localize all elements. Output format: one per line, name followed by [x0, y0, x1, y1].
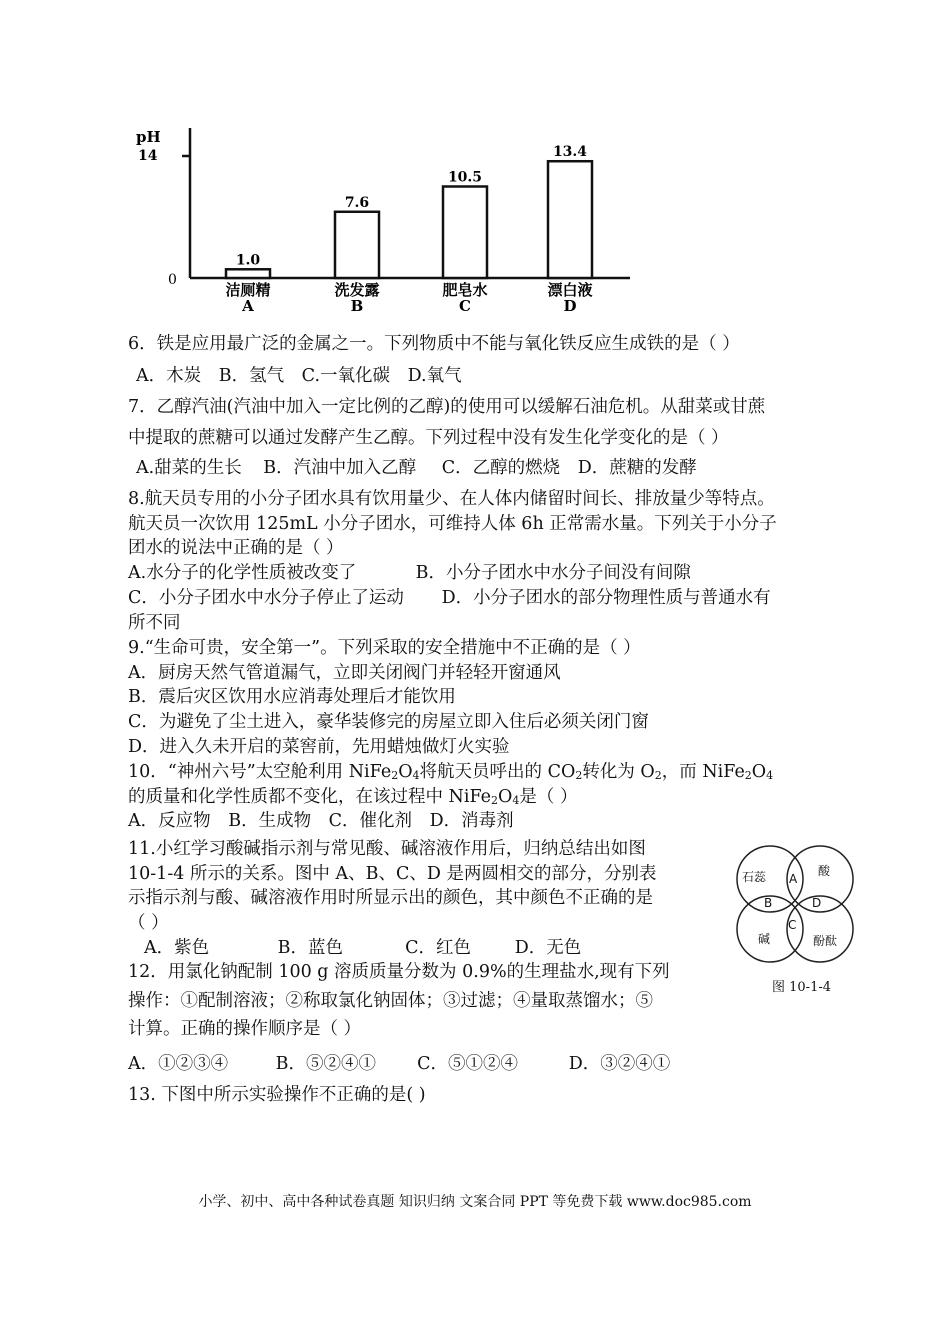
bar-a [226, 269, 270, 278]
category-label-d: 漂白液 [547, 281, 593, 299]
q6-option-c: C.一氧化碳 [301, 366, 391, 386]
q7-option-c: C．乙醇的燃烧 [441, 458, 561, 478]
bar-b [335, 212, 379, 278]
question-10 [128, 760, 840, 834]
bar-value-label-d: 13.4 [552, 144, 588, 161]
q12-line-1: 12．用氯化钠配制 100 g 溶质质量分数为 0.9%的生理盐水,现有下列 [128, 962, 670, 982]
venn-region-a: A [789, 872, 798, 886]
q10-option-a: A．反应物 [128, 811, 211, 832]
category-letter-c: C [459, 297, 471, 313]
q12-option-a: A．①②③④ [128, 1054, 229, 1074]
q7-option-d: D．蔗糖的发酵 [577, 458, 697, 478]
q12-option-c: C．⑤①②④ [417, 1054, 519, 1074]
q10-line-1: 10．“神州六号”太空舱利用 $NiFe_2O_4$将航天员呼出的 $CO_2$转化为 $O_2$，而 $NiFe_2O_4$ [128, 762, 774, 782]
q9-option-c: C．为避免了尘土进入，豪华装修完的房屋立即入住后必须关闭门窗 [128, 712, 649, 733]
venn-diagram [728, 843, 858, 971]
q9-option-b: B．震后灾区饮用水应消毒处理后才能饮用 [128, 687, 456, 708]
question-11 [128, 837, 718, 961]
question-9 [128, 636, 840, 760]
category-letter-d: D [563, 297, 577, 313]
category-label-b: 洗发露 [334, 281, 380, 299]
q10-line-2: 的质量和化学性质都不变化，在该过程中 $NiFe_2O_4$是（ ） [128, 786, 578, 807]
q8-line-2: 航天员一次饮用 125mL 小分子团水，可维持人体 6h 正常需水量。下列关于小分子 [128, 513, 777, 534]
q6-option-b: B．氢气 [218, 366, 285, 386]
category-label-c: 肥皂水 [442, 281, 488, 299]
question-6 [128, 332, 840, 357]
q12-line-2: 操作：①配制溶液；②称取氯化钠固体；③过滤；④量取蒸馏水；⑤ [128, 990, 653, 1011]
venn-label-phenolphthalein: 酚酞 [813, 934, 838, 948]
q11-line-4: （ ） [128, 913, 169, 934]
q11-option-c: C．红色 [405, 937, 472, 958]
q11-option-d: D．无色 [514, 937, 582, 958]
q7-option-b: B．汽油中加入乙醇 [263, 458, 417, 478]
q9-stem: 9.“生命可贵，安全第一”。下列采取的安全措施中不正确的是（ ） [128, 638, 641, 658]
q11-line-2: 10-1-4 所示的关系。图中 A、B、C、D 是两圆相交的部分，分别表 [128, 863, 657, 884]
q8-line-1: 8.航天员专用的小分子团水具有饮用量少、在人体内储留时间长、排放量少等特点。 [128, 489, 775, 509]
y-tick-label-14: 14 [138, 148, 158, 164]
q9-option-d: D．进入久未开启的菜窖前，先用蜡烛做灯火实验 [128, 736, 510, 757]
q7-option-a: A.甜菜的生长 [136, 458, 242, 478]
q12-line-3: 计算。正确的操作顺序是（ ） [128, 1019, 362, 1040]
q7-line-1: 7．乙醇汽油(汽油中加入一定比例的乙醇)的使用可以缓解石油危机。从甜菜或甘蔗 [128, 397, 766, 417]
q11-line-3: 示指示剂与酸、碱溶液作用时所显示出的颜色，其中颜色不正确的是 [128, 888, 653, 909]
q8-option-c: C．小分子团水中水分子停止了运动 [128, 587, 404, 608]
y-axis-label: pH [136, 128, 161, 146]
category-letter-a: A [242, 297, 254, 313]
q8-option-d: D．小分子团水的部分物理性质与普通水有 [441, 587, 771, 608]
venn-region-c: C [788, 918, 797, 932]
bar-value-label-c: 10.5 [447, 169, 483, 186]
q12-option-d: D．③②④① [568, 1054, 671, 1074]
q6-stem: 6．铁是应用最广泛的金属之一。下列物质中不能与氧化铁反应生成铁的是（ ） [128, 334, 740, 354]
q10-option-c: C．催化剂 [328, 811, 413, 832]
category-letter-b: B [350, 297, 364, 313]
q11-option-a: A．紫色 [144, 937, 210, 958]
q12-option-b: B．⑤②④① [275, 1054, 376, 1074]
question-7 [128, 395, 840, 450]
question-8 [128, 487, 840, 635]
q11-option-b: B．蓝色 [277, 937, 343, 958]
q13-stem: 13. 下图中所示实验操作不正确的是( ) [128, 1085, 426, 1105]
venn-caption: 图 10-1-4 [772, 980, 832, 995]
q9-option-a: A．厨房天然气管道漏气，立即关闭阀门并轻轻开窗通风 [128, 662, 561, 683]
page-footer: 小学、初中、高中各种试卷真题 知识归纳 文案合同 PPT 等免费下载 www.doc985.com [198, 1194, 752, 1210]
q8-line-3: 团水的说法中正确的是（ ） [128, 538, 344, 559]
venn-region-b: B [764, 896, 773, 910]
category-label-a: 洁厕精 [225, 281, 271, 299]
q6-options [136, 364, 848, 389]
y-tick-label-0: 0 [168, 272, 177, 288]
q12-options [128, 1052, 840, 1077]
venn-region-d: D [812, 896, 822, 910]
bar-value-label-b: 7.6 [344, 194, 370, 211]
q6-option-a: A．木炭 [136, 366, 202, 386]
question-13 [128, 1083, 840, 1108]
q10-option-b: B．生成物 [228, 811, 312, 832]
q8-option-b: B．小分子团水中水分子间没有间隙 [415, 563, 691, 584]
q7-line-2: 中提取的蔗糖可以通过发酵产生乙醇。下列过程中没有发生化学变化的是（ ） [128, 427, 729, 448]
venn-label-acid: 酸 [818, 864, 831, 878]
bar-c [443, 187, 487, 279]
q10-option-d: D．消毒剂 [429, 811, 514, 832]
bar-d [548, 161, 592, 278]
q8-option-d-cont: 所不同 [128, 612, 181, 633]
venn-label-base: 碱 [758, 932, 771, 946]
question-12 [128, 960, 718, 1042]
q8-option-a: A.水分子的化学性质被改变了 [128, 563, 357, 584]
q11-line-1: 11.小红学习酸碱指示剂与常见酸、碱溶液作用后，归纳总结出如图 [128, 839, 646, 859]
venn-label-litmus: 石蕊 [742, 870, 767, 884]
q6-option-d: D.氧气 [407, 366, 462, 386]
q7-options [136, 456, 848, 481]
bar-value-label-a: 1.0 [235, 252, 261, 269]
ph-bar-chart [130, 118, 640, 313]
